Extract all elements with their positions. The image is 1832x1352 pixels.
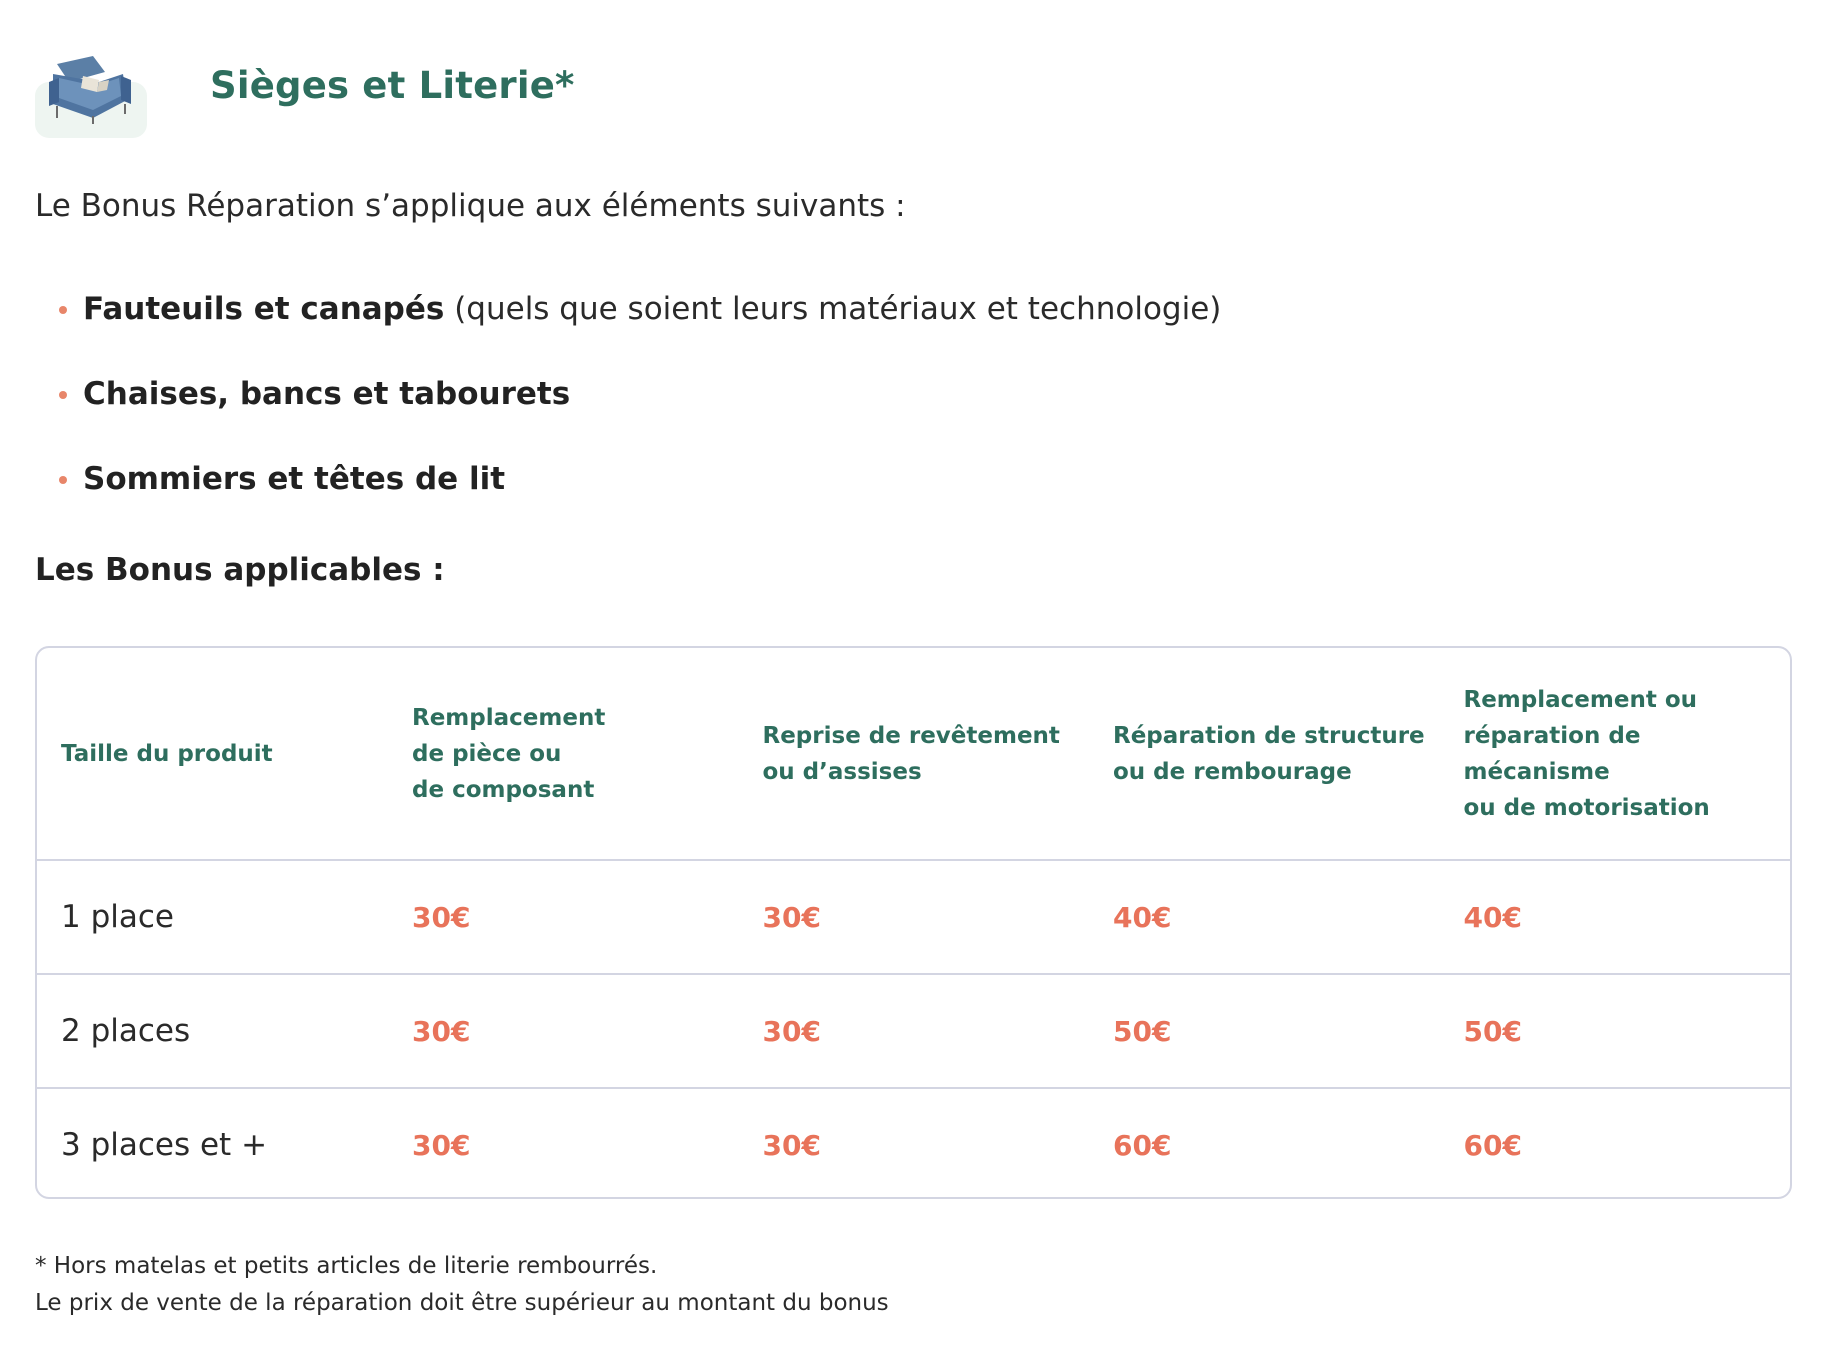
sofa-icon	[35, 52, 147, 140]
bonus-table-container	[35, 646, 1792, 1199]
table-row	[37, 1088, 1790, 1199]
eligible-items-list	[35, 283, 1221, 538]
footnote: Le prix de vente de la réparation doit être supérieur au montant du bonus	[35, 1290, 889, 1316]
size-cell: 1 place	[37, 860, 388, 974]
price-cell: 60€	[1113, 1128, 1172, 1162]
price-cell: 40€	[1440, 860, 1791, 974]
list-item-bold: Chaises, bancs et tabourets	[83, 376, 571, 412]
price-cell: 30€	[412, 1128, 471, 1162]
list-item-bold: Fauteuils et canapés	[83, 291, 445, 327]
bonus-table	[37, 648, 1790, 1199]
bonus-subheading: Les Bonus applicables :	[35, 552, 445, 588]
table-row	[37, 860, 1790, 974]
bullet-icon	[59, 476, 67, 484]
table-header-row	[37, 648, 1790, 860]
list-item-detail: (quels que soient leurs matériaux et technologie)	[444, 291, 1222, 327]
size-cell: 2 places	[37, 974, 388, 1088]
price-cell: 50€	[1440, 974, 1791, 1088]
column-header-size: Taille du produit	[37, 648, 388, 860]
bullet-icon	[59, 391, 67, 399]
bullet-icon	[59, 306, 67, 314]
list-item	[35, 283, 1221, 368]
footnotes	[35, 1248, 889, 1322]
column-header-structure: Réparation de structure ou de rembourage	[1089, 648, 1440, 860]
price-cell: 30€	[762, 1128, 821, 1162]
table-row	[37, 974, 1790, 1088]
price-cell: 40€	[1089, 860, 1440, 974]
size-cell: 3 places et +	[61, 1127, 268, 1163]
price-cell: 50€	[1089, 974, 1440, 1088]
list-item-bold: Sommiers et têtes de lit	[83, 461, 506, 497]
price-cell: 30€	[388, 974, 739, 1088]
column-header-mechanism: Remplacement ou réparation de mécanisme ou de motorisation	[1440, 648, 1791, 860]
section-header	[35, 52, 147, 140]
list-item	[35, 453, 1221, 538]
price-cell: 30€	[739, 974, 1090, 1088]
intro-text: Le Bonus Réparation s’applique aux éléments suivants :	[35, 188, 906, 224]
footnote: * Hors matelas et petits articles de literie rembourrés.	[35, 1253, 658, 1279]
list-item	[35, 368, 1221, 453]
price-cell: 30€	[739, 860, 1090, 974]
page-title: Sièges et Literie*	[210, 64, 575, 107]
column-header-covering: Reprise de revêtement ou d’assises	[739, 648, 1090, 860]
price-cell: 60€	[1463, 1128, 1522, 1162]
column-header-part-replacement: Remplacement de pièce ou de composant	[388, 648, 739, 860]
price-cell: 30€	[388, 860, 739, 974]
